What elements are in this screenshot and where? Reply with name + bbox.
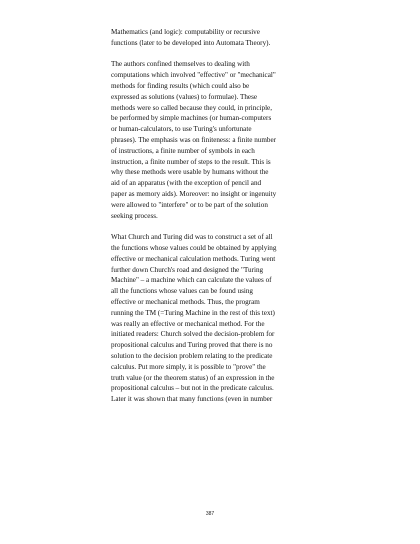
text-line: Mathematics (and logic): computability or recursive <box>111 28 260 36</box>
page-number: 387 <box>205 511 215 517</box>
paragraph-3 <box>111 232 321 405</box>
text-line: expressed as solutions (values) to formulae). These <box>111 92 258 101</box>
text-line: functions (later to be developed into Automata Theory). <box>111 38 271 47</box>
paragraph-2 <box>111 59 321 221</box>
text-line: propositional calculus and Turing proved that there is no <box>111 341 273 350</box>
text-line: initiated readers: Church solved the decision-problem for <box>111 330 275 339</box>
text-line: why these methods were usable by humans without the <box>111 168 269 177</box>
text-line: truth value (or the theorem status) of an expression in the <box>111 373 275 382</box>
text-line: methods for finding results (which could also be <box>111 81 250 90</box>
text-line: effective or mechanical methods. Thus, the program <box>111 297 260 306</box>
text-line: Later it was shown that many functions (even in number <box>111 395 273 404</box>
text-line: Machine" – a machine which can calculate the values of <box>111 276 272 285</box>
text-line: computations which involved "effective" or "mechanical" <box>111 71 276 80</box>
text-line: further down Church's road and designed the "Turing <box>111 265 264 274</box>
text-line: seeking process. <box>111 211 158 220</box>
text-line: all the functions whose values can be found using <box>111 287 253 296</box>
text-line: What Church and Turing did was to construct a set of all <box>111 233 273 242</box>
text-line: paper as memory aids). Moreover: no insight or ingenuity <box>111 189 277 198</box>
text-line: of instructions, a finite number of symbols in each <box>111 146 255 155</box>
text-line: were allowed to "interfere" or to be part of the solution <box>111 200 268 209</box>
text-line: effective or mechanical calculation methods. Turing went <box>111 254 276 263</box>
text-line: methods were so called because they could, in principle, <box>111 103 273 112</box>
text-line: or human-calculators, to use Turing's unfortunate <box>111 125 252 134</box>
text-line: the functions whose values could be obtained by applying <box>111 243 277 252</box>
text-line: calculus. Put more simply, it is possible to "prove" the <box>111 362 266 371</box>
text-line: The authors confined themselves to dealing with <box>111 60 250 69</box>
text-line: propositional calculus – but not in the predicate calculus. <box>111 384 274 393</box>
text-line: phrases). The emphasis was on finiteness: a finite number <box>111 135 277 144</box>
paragraph-1 <box>111 27 321 49</box>
text-line: be performed by simple machines (or human-computers <box>111 114 272 123</box>
text-line: instruction, a finite number of steps to the result. This is <box>111 157 271 166</box>
text-line: running the TM (=Turing Machine in the rest of this text) <box>111 308 275 317</box>
body-text <box>111 27 321 416</box>
text-line: aid of an apparatus (with the exception of pencil and <box>111 179 262 188</box>
text-line: was really an effective or mechanical method. For the <box>111 319 265 328</box>
text-line: solution to the decision problem relating to the predicate <box>111 351 273 360</box>
